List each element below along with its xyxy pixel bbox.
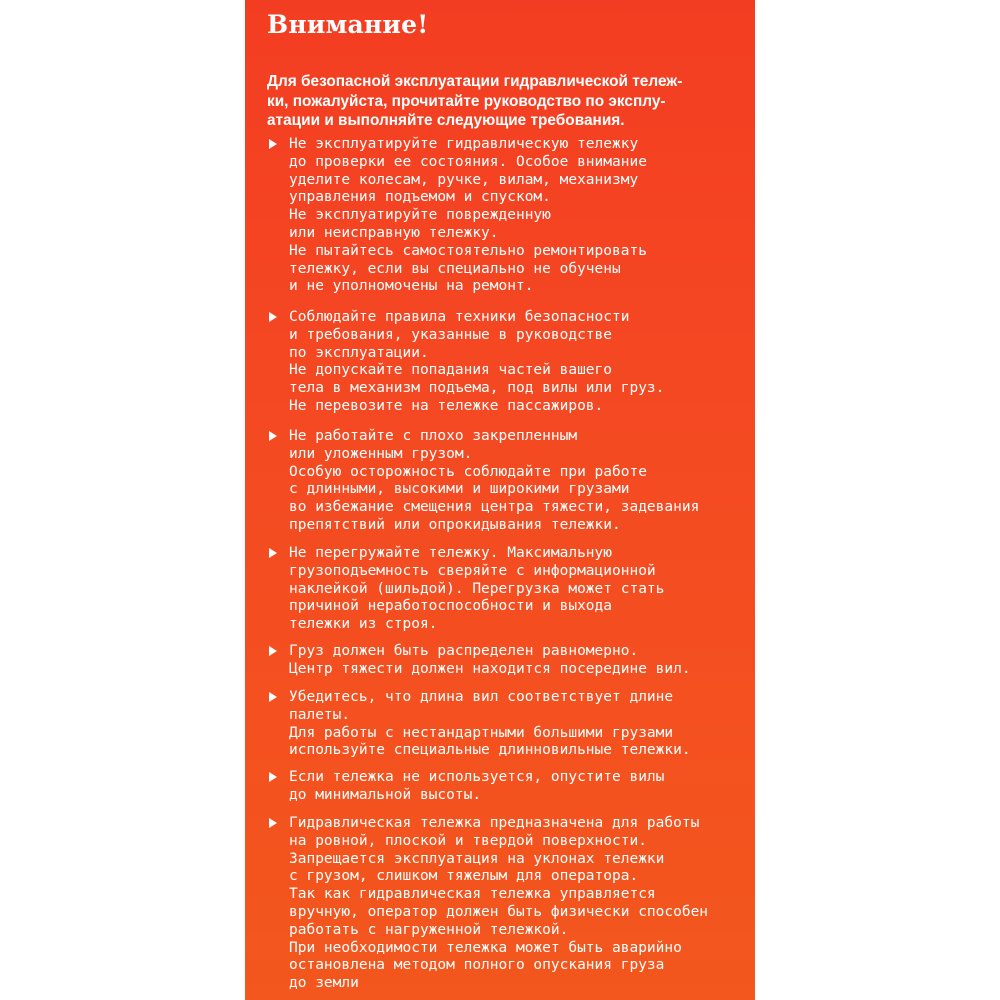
intro-line: ки, пожалуйста, прочитайте руководство по эксплу- (267, 92, 666, 110)
list-item-line: Так как гидравлическая тележка управляется (289, 886, 656, 903)
list-item-line: или уложенным грузом. (289, 445, 473, 462)
bullet-triangle-icon (269, 772, 277, 782)
list-item-line: При необходимости тележка может быть аварийно (289, 939, 682, 956)
list-item-line: вручную, оператор должен быть физически способен (289, 903, 709, 920)
list-item-line: до минимальной высоты. (289, 786, 482, 803)
list-item-line: Запрещается эксплуатация на уклонах тележки (289, 850, 665, 867)
list-item-line: Не перевозите на тележке пассажиров. (289, 397, 604, 414)
list-item-line: работать с нагруженной тележкой. (289, 921, 569, 938)
list-item-line: Убедитесь, что длина вил соответствует длине (289, 689, 674, 705)
list-item-text (289, 136, 647, 296)
list-item-line: с длинными, высокими и широкими грузами (289, 481, 630, 498)
bullet-triangle-icon (269, 646, 277, 656)
list-item-line: причиной неработоспособности и выхода (289, 598, 613, 615)
bullet-triangle-icon (269, 431, 277, 441)
list-item-line: препятствий или опрокидывания тележки. (289, 516, 621, 533)
list-item-line: Центр тяжести должен находится посередине вил. (289, 660, 691, 677)
list-item-line: тележку, если вы специально не обучены (289, 260, 621, 277)
list-item-line: управления подъемом и спуском. (289, 189, 551, 206)
list-item-line: Не эксплуатируйте поврежденную (289, 207, 551, 224)
bullet-triangle-icon (269, 312, 277, 322)
list-item-text (289, 769, 664, 805)
bullet-triangle-icon (269, 818, 277, 828)
list-item-text (289, 689, 691, 760)
list-item-line: Особую осторожность соблюдайте при работе (289, 463, 647, 480)
bullet-triangle-icon (269, 139, 277, 149)
list-item-text (289, 545, 664, 634)
requirements-list (245, 0, 755, 1000)
list-item-line: используйте специальные длинновильные тележки. (289, 742, 691, 759)
list-item-line: или неисправную тележку. (289, 224, 499, 241)
list-item-line: грузоподъемность сверяйте с информационной (289, 562, 656, 579)
list-item-line: до проверки ее состояния. Особое внимание (289, 153, 647, 170)
list-item-line: Не перегружайте тележку. Максимальную (289, 545, 613, 561)
list-item-line: и не уполномочены на ремонт. (289, 278, 534, 295)
list-item-text (289, 815, 708, 993)
list-item-line: Не допускайте попадания частей вашего (289, 362, 613, 379)
list-item-line: Не работайте с плохо закрепленным (289, 428, 578, 444)
list-item-line: Соблюдайте правила техники безопасности (289, 309, 630, 325)
list-item-text (289, 428, 699, 535)
list-item-line: во избежание смещения центра тяжести, задевания (289, 499, 700, 516)
bullet-triangle-icon (269, 548, 277, 558)
warning-panel (245, 0, 755, 1000)
list-item-line: Не эксплуатируйте гидравлическую тележку (289, 136, 639, 152)
list-item-line: с грузом, слишком тяжелым для оператора. (289, 868, 639, 885)
intro-line: атации и выполняйте следующие требования. (267, 112, 625, 129)
list-item-line: Груз должен быть распределен равномерно. (289, 643, 639, 659)
list-item-text (289, 643, 691, 679)
list-item-line: до земли (289, 975, 359, 992)
bullet-triangle-icon (269, 692, 277, 702)
page-title: Внимание! (267, 10, 429, 39)
list-item-text (289, 309, 664, 416)
list-item-line: тележки из строя. (289, 616, 438, 633)
list-item-line: Не пытайтесь самостоятельно ремонтировать (289, 242, 647, 259)
list-item-line: тела в механизм подъема, под вилы или груз. (289, 380, 665, 397)
list-item-line: палеты. (289, 706, 351, 723)
list-item-line: остановлена методом полного опускания груза (289, 957, 665, 974)
list-item-line: наклейкой (шильдой). Перегрузка может стать (289, 580, 665, 597)
intro-line: Для безопасной эксплуатации гидравлической тележ- (267, 73, 683, 90)
list-item-line: по эксплуатации. (289, 344, 429, 361)
list-item-line: Для работы с нестандартными большими грузами (289, 724, 674, 741)
list-item-line: на ровной, плоской и твердой поверхности. (289, 832, 647, 849)
list-item-line: и требования, указанные в руководстве (289, 326, 613, 343)
list-item-line: Гидравлическая тележка предназначена для работы (289, 815, 700, 831)
list-item-line: Если тележка не используется, опустите вилы (289, 769, 665, 785)
list-item-line: уделите колесам, ручке, вилам, механизму (289, 171, 639, 188)
